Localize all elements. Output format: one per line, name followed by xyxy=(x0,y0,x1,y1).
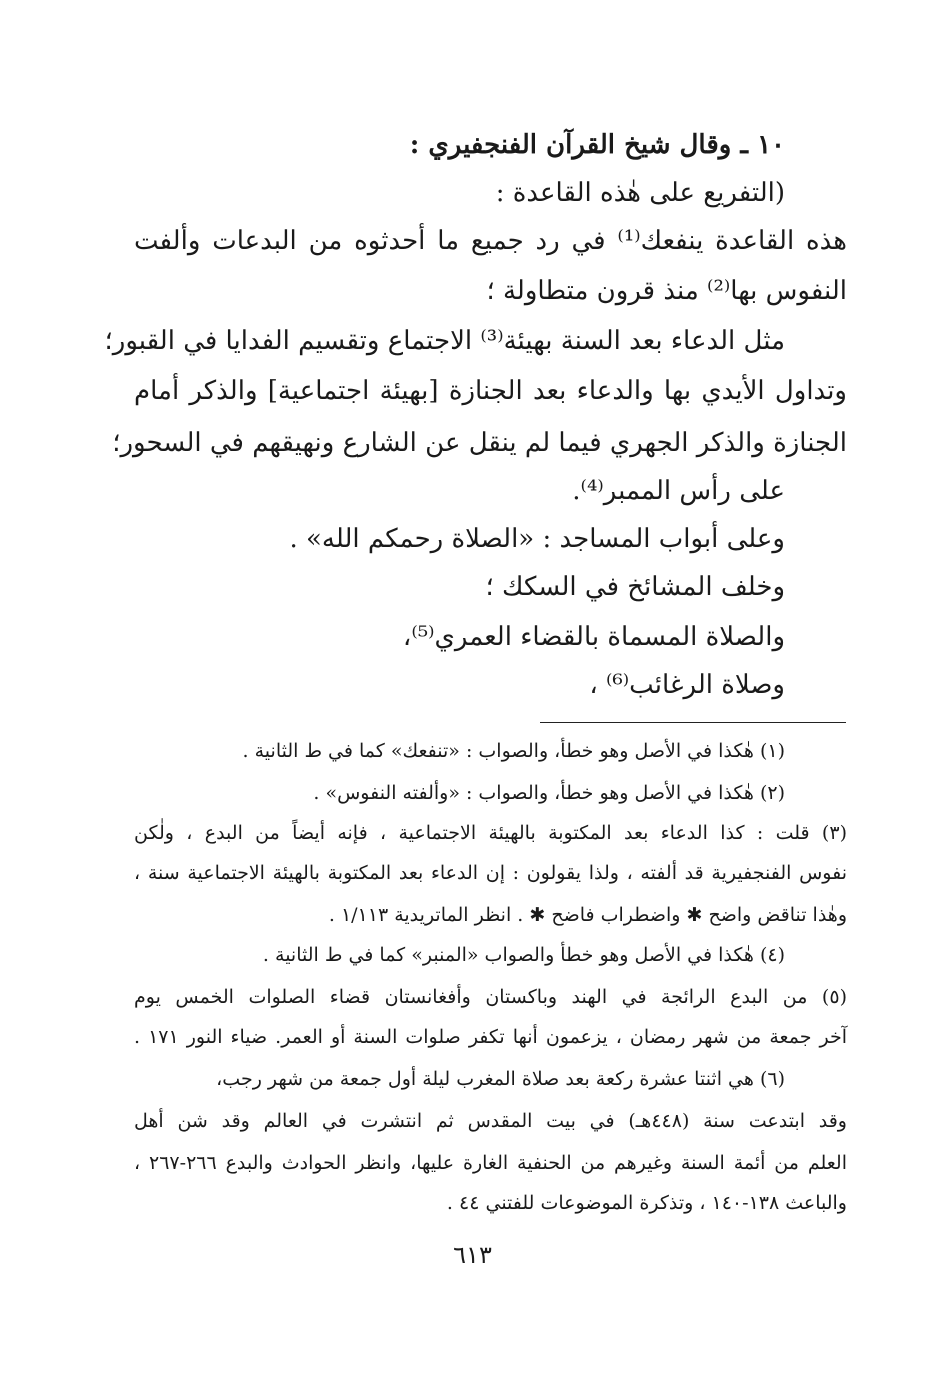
body-line: (التفريع على هٰذه القاعدة : xyxy=(495,178,785,208)
footnote-3-line: وهٰذا تناقض واضح ✱ واضطراب فاضح ✱ . انظر الماتريدية ١/١١٣ . xyxy=(328,904,847,926)
footnote-4: (٤) هٰكذا في الأصل وهو خطأ والصواب «المنبر» كما في ط الثانية . xyxy=(262,944,785,966)
footnote-6-line: (٦) هي اثنتا عشرة ركعة بعد صلاة المغرب ليلة أول جمعة من شهر رجب، xyxy=(216,1068,785,1090)
body-line: على رأس الممبر⁽⁴⁾. xyxy=(572,476,785,506)
body-line: هذه القاعدة ينفعك⁽¹⁾ في رد جميع ما أحدثوه من البدعات وألفت xyxy=(134,226,847,256)
footnote-5-line: آخر جمعة من شهر رمضان ، يزعمون أنها تكفر صلوات السنة أو العمر. ضياء النور ١٧١ . xyxy=(134,1026,847,1048)
footnote-6-line: والباعث ١٣٨-١٤٠ ، وتذكرة الموضوعات للفتني ٤٤ . xyxy=(446,1192,847,1214)
footnote-separator xyxy=(540,722,846,723)
footnote-6-line: العلم من أئمة السنة وغيرهم من الحنفية الغارة عليها، وانظر الحوادث والبدع ٢٦٦-٢٦٧ ، xyxy=(134,1152,847,1174)
footnote-2: (٢) هٰكذا في الأصل وهو خطأ، والصواب : «وألفته النفوس» . xyxy=(313,782,785,804)
footnote-3-line: نفوس الفنجفيرية قد ألفته ، ولذا يقولون : إن الدعاء بعد المكتوبة بالهيئة الاجتماعية سنة ، xyxy=(134,862,847,884)
footnote-5-line: (٥) من البدع الرائجة في الهند وباكستان وأفغانستان قضاء الصلوات الخمس يوم xyxy=(134,986,847,1008)
body-line: مثل الدعاء بعد السنة بهيئة⁽³⁾ الاجتماع وتقسيم الفدايا في القبور؛ xyxy=(104,326,785,356)
body-line: وتداول الأيدي بها والدعاء بعد الجنازة [بهيئة اجتماعية] والذكر أمام xyxy=(134,376,847,406)
section-heading: ١٠ ـ وقال شيخ القرآن الفنجفيري : xyxy=(409,130,785,160)
body-line: النفوس بها⁽²⁾ منذ قرون متطاولة ؛ xyxy=(486,276,847,306)
footnote-3-line: (٣) قلت : كذا الدعاء بعد المكتوبة بالهيئة الاجتماعية ، فإنه أيضاً من البدع ، ولٰكن xyxy=(134,822,847,844)
body-line: والصلاة المسماة بالقضاء العمري⁽⁵⁾، xyxy=(402,622,785,652)
footnote-1: (١) هٰكذا في الأصل وهو خطأ، والصواب : «تنفعك» كما في ط الثانية . xyxy=(242,740,785,762)
body-line: وخلف المشائخ في السكك ؛ xyxy=(485,572,785,602)
page-number: ٦١٣ xyxy=(453,1241,492,1269)
body-line: وعلى أبواب المساجد : «الصلاة رحمكم الله» . xyxy=(289,524,785,554)
footnote-6-line: وقد ابتدعت سنة (٤٤٨هـ) في بيت المقدس ثم انتشرت في العالم وقد شن أهل xyxy=(134,1110,847,1132)
body-line: وصلاة الرغائب⁽⁶⁾ ، xyxy=(589,670,785,700)
body-line: الجنازة والذكر الجهري فيما لم ينقل عن الشارع ونهيقهم في السحور؛ xyxy=(112,428,847,458)
